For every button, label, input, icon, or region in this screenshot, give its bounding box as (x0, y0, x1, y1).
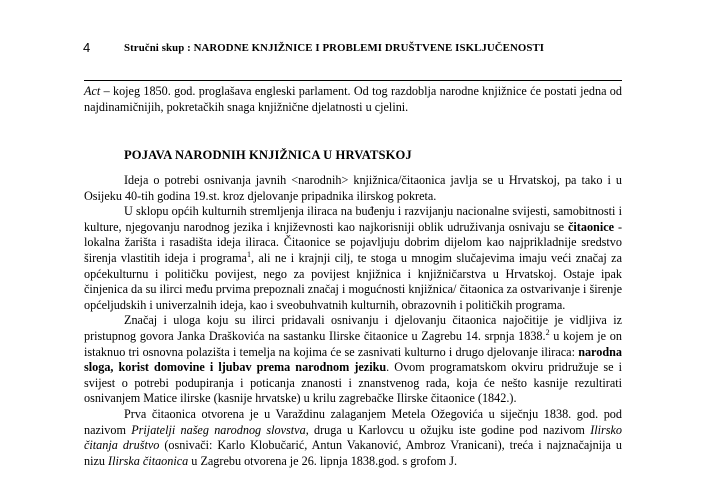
paragraph-4-text-a: Prva čitaonica otvorena je u Varaždinu zalaganjem Metela Ožegovića u siječnju 1838. god. pod nazivom (84, 406, 622, 437)
paragraph-3-bold: narodna sloga, korist domovine i ljubav prema narodnom jeziku (84, 344, 622, 375)
footnote-ref-2: 2 (545, 327, 550, 337)
paragraph-1 (84, 173, 622, 204)
paragraph-2-bold: čitaonice (568, 219, 615, 234)
paragraph-3-text-a: Značaj i uloga koju su ilirci pridavali osnivanju i djelovanju čitaonica najočitije je vidljiva iz pristupnog govora Janka Draškovića na sastanku Ilirske čitaonice u Zagrebu 14. srpnja 1838. (84, 313, 622, 343)
paragraph-4-text-c: (osnivači: Karlo Klobučarić, Antun Vakanović, Ambroz Vranicani), treća i najznačajnija u nizu (84, 438, 622, 468)
paragraph-4-text-d: u Zagrebu otvorena je 26. lipnja 1838.god. s grofom J. (188, 453, 457, 468)
paragraph-3-text-c: . Ovom programatskom okviru pridružuje se i svijest o potrebi podupiranja i poticanja znanosti i znanstvenog rada, koja će nešto kasnije rezultirati osnivanjem Matice ilirske (kasnije hrvatske) u krilu zagrebačke Ilirske čitaonice (1842.). (84, 360, 623, 406)
paragraph-4-italic-2: Ilirsko čitanja društvo (84, 422, 623, 453)
intro-paragraph (84, 84, 622, 115)
paragraph-2 (84, 204, 622, 313)
footnote-ref-1: 1 (246, 249, 251, 259)
paragraph-4-text-b: , druga u Karlovcu u ožujku iste godine pod nazivom (305, 422, 591, 437)
paragraph-3 (84, 313, 622, 407)
intro-text: – kojeg 1850. god. proglašava engleski parlament. Od tog razdoblja narodne knjižnice će postati jedna od najdinamičnijih, pokretačkih snaga knjižnične djelatnosti u cjelini. (84, 84, 622, 114)
paragraph-2-text-a: U sklopu općih kulturnih stremljenja iliraca na buđenju i razvijanju nacionalne svijesti, samobitnosti i kulture, njegovanju narodnog jezika i književnosti kao najkorisniji oblik udruživanja osnivaju se (84, 204, 622, 234)
paragraph-1-text: Ideja o potrebi osnivanja javnih <narodnih> knjižnica/čitaonica javlja se u Hrvatskoj, pa tako i u Osijeku 40-tih godina 19.st. kroz djelovanje pripadnika ilirskog pokreta. (84, 173, 622, 203)
paragraph-4 (84, 407, 622, 469)
paragraph-4-italic-3: Ilirska čitaonica (108, 453, 189, 468)
body-text (84, 173, 622, 469)
section-heading: POJAVA NARODNIH KNJIŽNICA U HRVATSKOJ (124, 148, 412, 162)
paragraph-4-italic-1: Prijatelji našeg narodnog slovstva (131, 422, 306, 437)
paragraph-2-text-c: , ali ne i krajnji cilj, te stoga u mnogim slučajevima imaju veći značaj za općekulturnu i političku povijest, nego za povijest knjižnica i knjižničarstva u Hrvatskoj. Ostaje ipak činjenica da su ilirci među prvima prepoznali značaj i mogućnosti knjižnica/ čitaonica za ostvarivanje i širenje općeljudskih i univerzalnih ideja, kao i sveobuhvatnih kulturnih, obrazovnih i političkih programa. (84, 250, 622, 312)
header-rule (84, 80, 622, 81)
act-label: Act (84, 84, 101, 98)
page-number: 4 (83, 40, 91, 55)
paragraph-3-text-b: u kojem je on istaknuo tri osnovna polazišta i temelja na kojima će se zasnivati kulturno i drugo djelovanje iliraca: (84, 328, 622, 359)
paragraph-2-text-b: - lokalna žarišta i rasadišta ideja iliraca. Čitaonice se pojavljuju dobrim dijelom kao najprikladnije sredstvo širenja vlastitih ideja i programa (84, 219, 623, 265)
running-header: Stručni skup : NARODNE KNJIŽNICE I PROBLEMI DRUŠTVENE ISKLJUČENOSTI (124, 42, 545, 54)
